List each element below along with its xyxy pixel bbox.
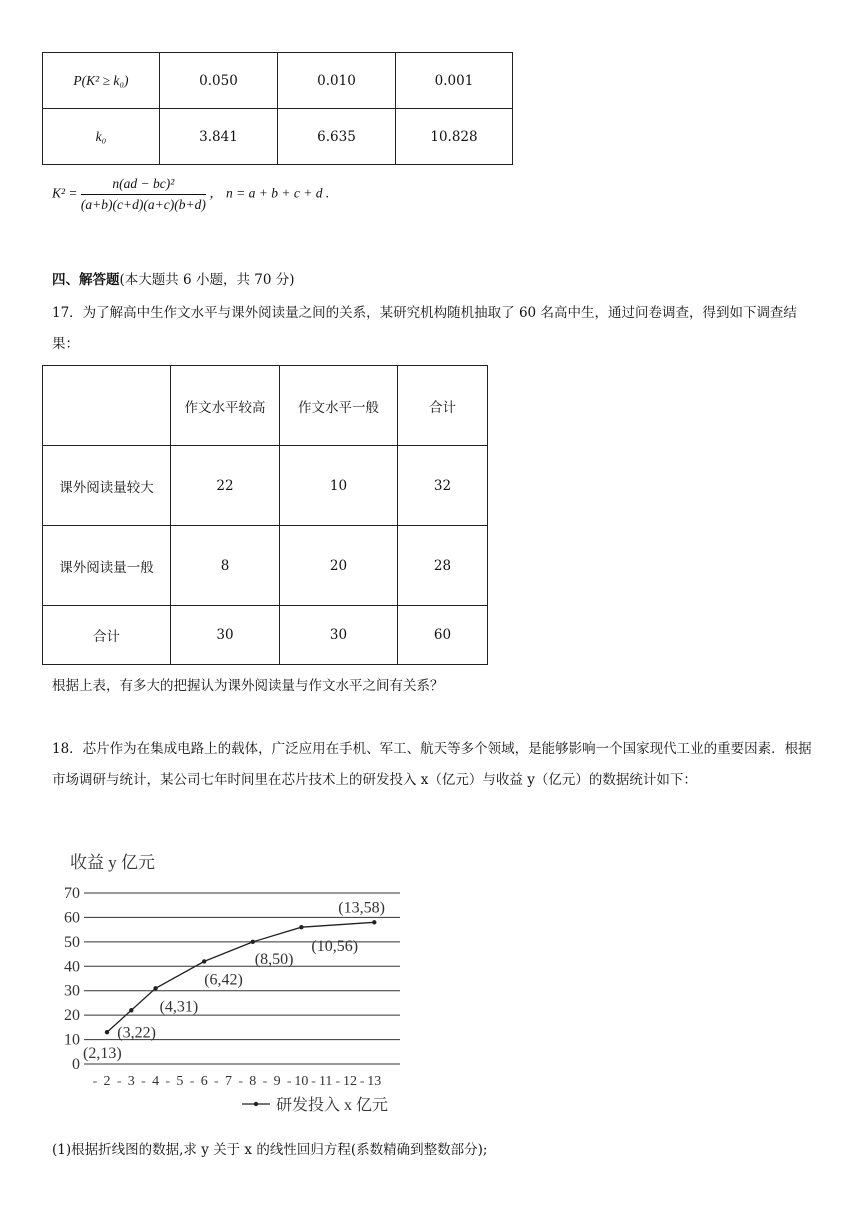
x-tick-separator: - <box>165 1074 171 1089</box>
table-header-row <box>43 366 488 446</box>
table-row <box>43 109 513 165</box>
formula-fraction <box>81 176 206 213</box>
x-tick-separator: - <box>262 1074 268 1089</box>
data-point <box>372 920 376 924</box>
critical-value-table <box>42 52 513 165</box>
formula-lhs: K² = <box>52 185 78 201</box>
table-row <box>43 526 488 606</box>
table-cell: 30 <box>171 606 280 665</box>
x-tick-separator: - <box>335 1074 341 1089</box>
x-tick-label: 7 <box>225 1074 232 1089</box>
data-point <box>299 925 303 929</box>
y-tick-label: 20 <box>64 1007 80 1025</box>
x-tick-label: 3 <box>127 1074 135 1089</box>
x-tick-label: 2 <box>103 1074 111 1089</box>
x-tick-label: 9 <box>273 1074 281 1089</box>
header-cell: 作文水平较高 <box>171 366 280 446</box>
y-tick-label: 60 <box>64 909 80 927</box>
y-axis-label: 收益 y 亿元 <box>70 853 155 872</box>
table-row <box>43 53 513 109</box>
survey-table <box>42 365 488 665</box>
y-tick-label: 70 <box>64 885 80 902</box>
x-tick-separator: - <box>189 1074 195 1089</box>
data-label: (2,13) <box>83 1045 122 1063</box>
x-tick-label: 5 <box>176 1074 184 1089</box>
y-tick-label: 0 <box>72 1056 80 1073</box>
data-label: (10,56) <box>311 938 359 956</box>
legend-marker <box>254 1102 258 1106</box>
formula-numerator: n(ad − bc)² <box>81 176 206 195</box>
table-row <box>43 446 488 526</box>
table-cell: 30 <box>280 606 398 665</box>
data-label: (4,31) <box>159 998 199 1016</box>
table-cell: 10 <box>280 446 398 526</box>
question-17-prompt: 根据上表，有多大的把握认为课外阅读量与作文水平之间有关系？ <box>52 678 444 694</box>
data-point <box>202 959 206 963</box>
row-label: 课外阅读量较大 <box>43 446 171 526</box>
x-tick-separator: - <box>359 1074 365 1089</box>
prob-cell: 0.010 <box>278 53 396 109</box>
x-tick-separator: - <box>92 1074 98 1089</box>
table-cell: 60 <box>398 606 488 665</box>
question-17-text: 17．为了解高中生作文水平与课外阅读量之间的关系，某研究机构随机抽取了 60 名高中生，通过问卷调查，得到如下调查结果： <box>52 305 797 352</box>
x-tick-label: 13 <box>367 1074 382 1089</box>
revenue-line-chart <box>0 840 440 1130</box>
x-tick-separator: - <box>214 1074 219 1089</box>
formula-n-definition: ， n = a + b + c + d . <box>209 185 330 201</box>
question-18-text: 18．芯片作为在集成电路上的载体，广泛应用在手机、军工、航天等多个领域，是能够影响一个国家现代工业的重要因素．根据市场调研与统计，某公司七年时间里在芯片技术上的研发投入 x（亿元）与收益 y（亿元）的数据统计如下： <box>52 741 812 788</box>
table-cell: 8 <box>171 526 280 606</box>
k-cell: 6.635 <box>278 109 396 165</box>
header-cell: 合计 <box>398 366 488 446</box>
x-tick-separator: - <box>238 1074 243 1089</box>
x-tick-separator: - <box>311 1074 316 1089</box>
table-cell: 20 <box>280 526 398 606</box>
k-squared-formula <box>52 176 329 213</box>
x-tick-label: 10 <box>294 1074 309 1089</box>
k-cell: 10.828 <box>396 109 513 165</box>
table-cell: 28 <box>398 526 488 606</box>
legend-label: 研发投入 x 亿元 <box>276 1097 389 1114</box>
prob-cell: 0.050 <box>160 53 278 109</box>
k-row-label: k₀ <box>43 109 160 165</box>
y-tick-label: 40 <box>64 958 80 976</box>
data-label: (6,42) <box>204 971 243 989</box>
table-cell: 32 <box>398 446 488 526</box>
x-tick-label: 4 <box>152 1074 160 1089</box>
data-point <box>105 1030 109 1034</box>
x-tick-label: 11 <box>318 1074 333 1089</box>
section-title: 四、解答题 <box>52 272 120 288</box>
data-point <box>251 940 255 944</box>
header-cell: 作文水平一般 <box>280 366 398 446</box>
x-tick-label: 6 <box>200 1074 208 1089</box>
section-heading <box>52 268 294 288</box>
x-tick-separator: - <box>141 1074 146 1089</box>
data-label: (13,58) <box>338 899 385 917</box>
prob-row-label: P(K² ≥ k₀) <box>43 53 160 109</box>
k-cell: 3.841 <box>160 109 278 165</box>
prob-cell: 0.001 <box>396 53 513 109</box>
x-tick-label: 12 <box>343 1074 357 1089</box>
y-tick-label: 50 <box>64 933 80 951</box>
table-cell: 22 <box>171 446 280 526</box>
data-label: (3,22) <box>117 1024 156 1042</box>
data-label: (8,50) <box>254 950 294 968</box>
question-18-part-1: (1)根据折线图的数据,求 y 关于 x 的线性回归方程(系数精确到整数部分); <box>52 1142 488 1158</box>
data-point <box>129 1008 133 1012</box>
section-note: (本大题共 6 小题，共 70 分) <box>119 272 295 288</box>
x-tick-label: 8 <box>249 1074 257 1089</box>
formula-denominator: (a+b)(c+d)(a+c)(b+d) <box>80 197 206 212</box>
header-cell <box>43 366 171 446</box>
y-tick-label: 10 <box>64 1031 80 1049</box>
x-tick-separator: - <box>286 1074 292 1089</box>
row-label: 合计 <box>43 606 171 665</box>
x-tick-separator: - <box>116 1074 122 1089</box>
data-point <box>153 986 157 990</box>
row-label: 课外阅读量一般 <box>43 526 171 606</box>
y-tick-label: 30 <box>64 982 80 1000</box>
table-row <box>43 606 488 665</box>
